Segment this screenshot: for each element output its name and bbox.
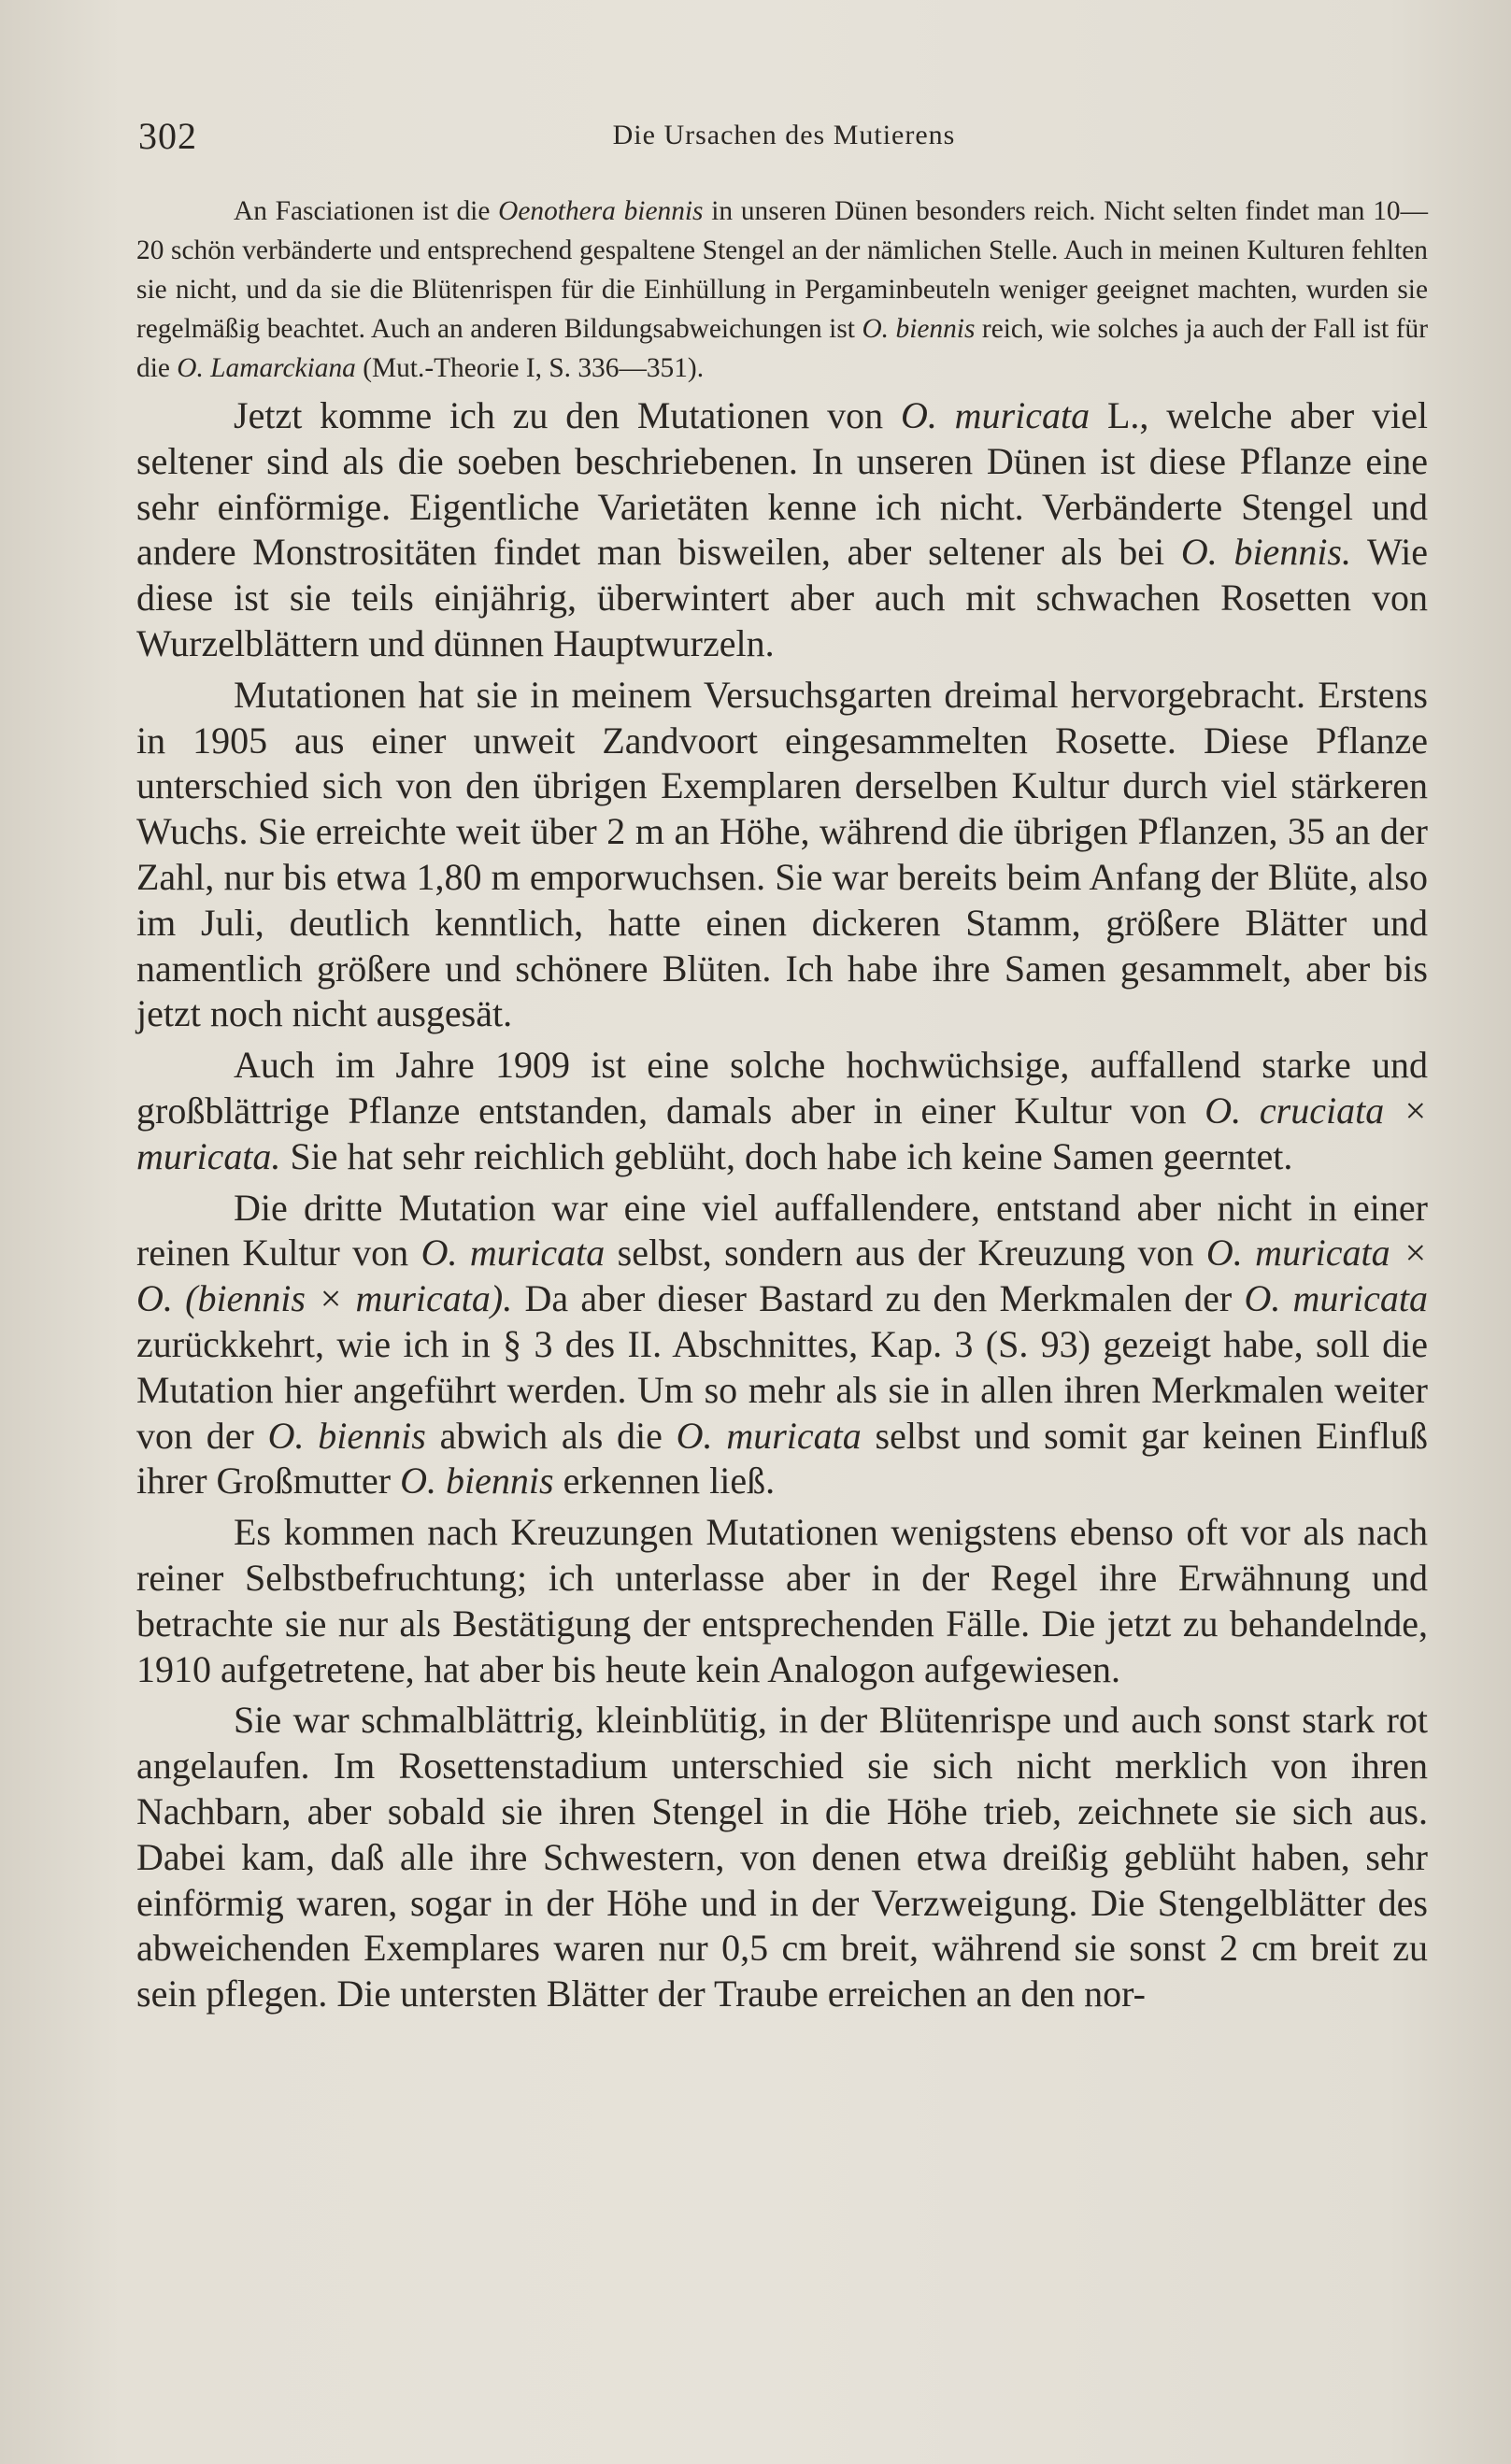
italic-taxon: O. cruciata × muricata. [136,1089,1428,1177]
text-run: Es kommen nach Kreuzungen Mutationen wenigstens ebenso oft vor als nach reiner Selbstbefruchtung; ich unterlasse aber in der Regel ihre Erwähnung und betrachte sie nur als Bestätigung der entsprechenden Fälle. Die jetzt zu behandelnde, 1910 aufgetretene, hat aber bis heute kein Analogon aufgewiesen. [136,1511,1428,1690]
text-run: L., welche aber viel seltener sind als die soeben beschriebenen. In unseren Dünen ist diese Pflanze eine sehr einförmige. Eigentliche Varietäten kenne ich nicht. Verbänderte Stengel und andere Monstrositäten findet man bisweilen, aber seltener als bei [136,394,1428,574]
text-run: abwich als die [425,1414,677,1457]
italic-taxon: O. muricata × O. (biennis × muricata). [136,1232,1429,1320]
text-run: Sie hat sehr reichlich geblüht, doch habe ich keine Samen geerntet. [280,1134,1293,1177]
text-run: zurückkehrt, wie ich in § 3 des II. Abschnittes, Kap. 3 (S. 93) gezeigt habe, soll die Mutation hier angeführt werden. Um so mehr als sie in allen ihren Merkmalen weiter von der [136,1322,1428,1457]
italic-taxon: O. Lamarckiana [177,353,356,383]
italic-taxon: O. muricata [421,1232,606,1275]
paragraph [136,1698,1428,2017]
body-text [136,192,1428,2017]
paragraph [136,1510,1428,1692]
text-run: Jetzt komme ich zu den Mutationen von [234,394,901,436]
italic-taxon: O. biennis. [1180,531,1351,574]
paragraph [136,673,1428,1037]
text-run: selbst, sondern aus der Kreuzung von [605,1232,1206,1275]
paragraph [136,1043,1428,1179]
italic-taxon: O. muricata [1244,1277,1428,1320]
italic-taxon: O. biennis [862,314,976,344]
paragraph [136,1186,1428,1505]
page-header [138,114,1430,166]
text-run: Da aber dieser Bastard zu den Merkmalen der [512,1277,1245,1320]
text-run: Sie war schmalblättrig, kleinblütig, in der Blütenrispe und auch sonst stark rot angelaufen. Im Rosettenstadium unterschied sie sich nicht merklich von ihren Nachbarn, aber sobald sie ihren Stengel in die Höhe trieb, zeichnete sie sich aus. Dabei kam, daß alle ihre Schwestern, von denen etwa dreißig geblüht haben, sehr einförmig waren, sogar in der Höhe und in der Verzweigung. Die Stengelblätter des abweichenden Exemplares waren nur 0,5 cm breit, während sie sonst 2 cm breit zu sein pflegen. Die untersten Blätter der Traube erreichen an den nor- [136,1699,1428,2015]
text-run: Die dritte Mutation war eine viel auffallendere, entstand aber nicht in einer reinen Kultur von [136,1186,1428,1275]
text-run: Auch im Jahre 1909 ist eine solche hochwüchsige, auffallend starke und großblättrige Pflanze entstanden, damals aber in einer Kultur von [136,1044,1428,1132]
italic-taxon: O. muricata [900,394,1090,436]
italic-taxon: O. biennis [400,1460,554,1503]
running-head: Die Ursachen des Mutierens [612,120,956,150]
text-run: reich, wie solches ja auch der Fall ist für die [136,314,1428,383]
paragraph [136,393,1428,667]
text-run: An Fasciationen ist die [234,196,499,226]
text-run: in unseren Dünen besonders reich. Nicht selten findet man 10—20 schön verbänderte und entsprechend gespaltene Stengel an der nämlichen Stelle. Auch in meinen Kulturen fehlten sie nicht, und da sie die Blütenrispen für die Einhüllung in Pergaminbeuteln weniger geeignet machten, wurden sie regelmäßig beachtet. Auch an anderen Bildungsabweichungen ist [136,196,1428,344]
text-run: erkennen ließ. [553,1460,776,1503]
text-run: (Mut.-Theorie I, S. 336—351). [355,353,705,383]
italic-taxon: O. muricata [676,1414,862,1457]
italic-taxon: O. biennis [267,1414,426,1457]
text-run: selbst und somit gar keinen Einfluß ihrer Großmutter [136,1414,1429,1503]
italic-taxon: Oenothera biennis [498,196,704,226]
paragraph [136,192,1428,388]
text-run: Mutationen hat sie in meinem Versuchsgarten dreimal hervorgebracht. Erstens in 1905 aus einer unweit Zandvoort eingesammelten Rosette. Diese Pflanze unterschied sich von den übrigen Exemplaren derselben Kultur durch viel stärkeren Wuchs. Sie erreichte weit über 2 m an Höhe, während die übrigen Pflanzen, 35 an der Zahl, nur bis etwa 1,80 m emporwuchsen. Sie war bereits beim Anfang der Blüte, also im Juli, deutlich kenntlich, hatte einen dickeren Stamm, größere Blätter und namentlich größere und schönere Blüten. Ich habe ihre Samen gesammelt, aber bis jetzt noch nicht ausgesät. [136,673,1428,1035]
text-run: Wie diese ist sie teils einjährig, überwintert aber auch mit schwachen Rosetten von Wurzelblättern und dünnen Hauptwurzeln. [136,531,1428,664]
page-number: 302 [138,115,197,157]
